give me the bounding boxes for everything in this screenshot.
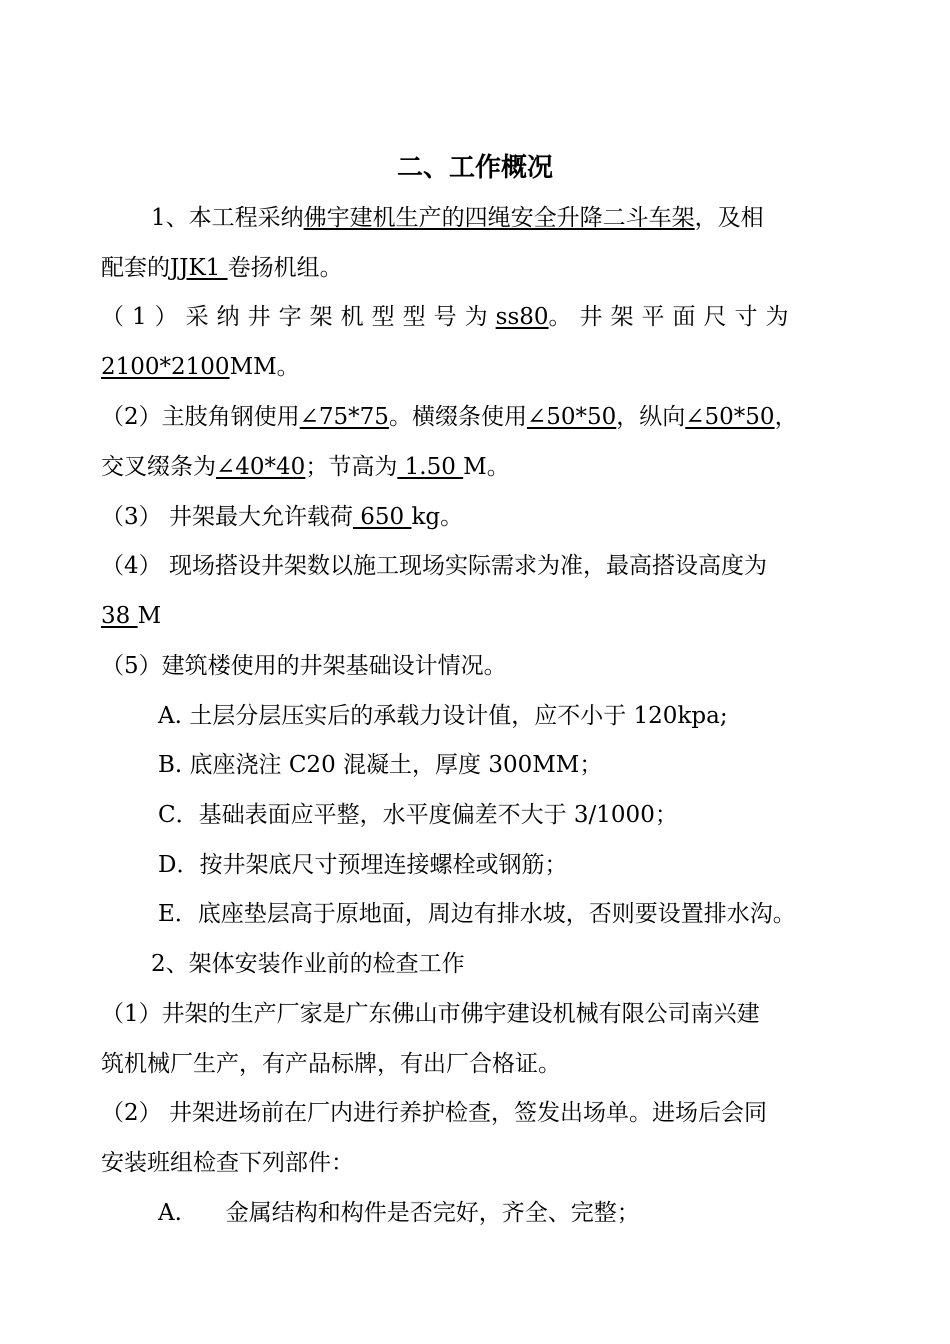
- text: M。: [463, 454, 510, 480]
- text: 配套的: [101, 255, 170, 281]
- section-title: 二、工作概况: [396, 153, 553, 183]
- paragraph-5-line-2: [101, 601, 161, 631]
- paragraph-3-line-1: [101, 402, 798, 432]
- paragraph-8-line-2: 安装班组检查下列部件：: [101, 1150, 354, 1176]
- underlined-text: 1.50: [397, 454, 464, 480]
- paragraph-7-line-2: 筑机械厂生产，有产品标牌，有出厂合格证。: [101, 1051, 561, 1077]
- underlined-text: ss80: [495, 304, 549, 330]
- text: 。井架平面尺寸为: [548, 304, 797, 330]
- underlined-text: ∠40*40: [216, 454, 306, 480]
- text: 1、本工程采纳: [151, 205, 304, 231]
- paragraph-2-line-2: [101, 352, 300, 382]
- list-item: A. 土层分层压实后的承载力设计值，应不小于 120kpa;: [158, 703, 728, 729]
- underlined-text: 2100*2100: [101, 354, 230, 380]
- text: 交叉缀条为: [101, 454, 216, 480]
- text: MM。: [229, 354, 300, 380]
- paragraph-3-line-2: [101, 452, 510, 482]
- subsection-heading: 2、架体安装作业前的检查工作: [151, 951, 465, 977]
- list-item: C．基础表面应平整，水平度偏差不大于 3/1000；: [158, 802, 678, 828]
- underlined-text: JJK1: [170, 255, 228, 281]
- paragraph-7-line-1: （1）井架的生产厂家是广东佛山市佛宇建设机械有限公司南兴建: [101, 1001, 760, 1027]
- text: ，及相: [694, 205, 764, 231]
- list-item: E．底座垫层高于原地面，周边有排水坡，否则要设置排水沟。: [158, 901, 796, 927]
- text: 。横缀条使用: [388, 404, 527, 430]
- text: （1）采纳井字架机型型号为: [101, 304, 496, 330]
- text: ，纵向: [616, 404, 686, 430]
- text: （2）主肢角钢使用: [101, 404, 300, 430]
- paragraph-2-line-1: [101, 302, 797, 332]
- paragraph-8-line-1: （2） 井架进场前在厂内进行养护检查，签发出场单。进场后会同: [101, 1100, 767, 1126]
- text: M: [137, 603, 162, 629]
- text: ，: [774, 404, 798, 430]
- paragraph-5-line-1: （4） 现场搭设井架数以施工现场实际需求为准，最高搭设高度为: [101, 553, 767, 579]
- text: kg。: [411, 504, 464, 530]
- underlined-text: 佛宇建机生产的四绳安全升降二斗车架: [303, 205, 695, 231]
- paragraph-6: （5）建筑楼使用的井架基础设计情况。: [101, 653, 507, 679]
- underlined-text: ∠50*50: [685, 404, 775, 430]
- list-item: B. 底座浇注 C20 混凝土，厚度 300MM；: [158, 752, 603, 778]
- paragraph-1-line-2: [101, 253, 343, 283]
- underlined-text: ∠50*50: [526, 404, 617, 430]
- underlined-text: ∠75*75: [299, 404, 389, 430]
- list-item: A. 金属结构和构件是否完好，齐全、完整；: [158, 1200, 640, 1226]
- text: （3） 井架最大允许载荷: [101, 504, 353, 530]
- underlined-text: 38: [101, 603, 138, 629]
- text: ；节高为: [305, 454, 398, 480]
- paragraph-4: [101, 502, 463, 532]
- paragraph-1-line-1: [151, 203, 764, 233]
- text: 卷扬机组。: [227, 255, 343, 281]
- underlined-text: 650: [352, 504, 412, 530]
- list-item: D．按井架底尺寸预埋连接螺栓或钢筋；: [158, 852, 568, 878]
